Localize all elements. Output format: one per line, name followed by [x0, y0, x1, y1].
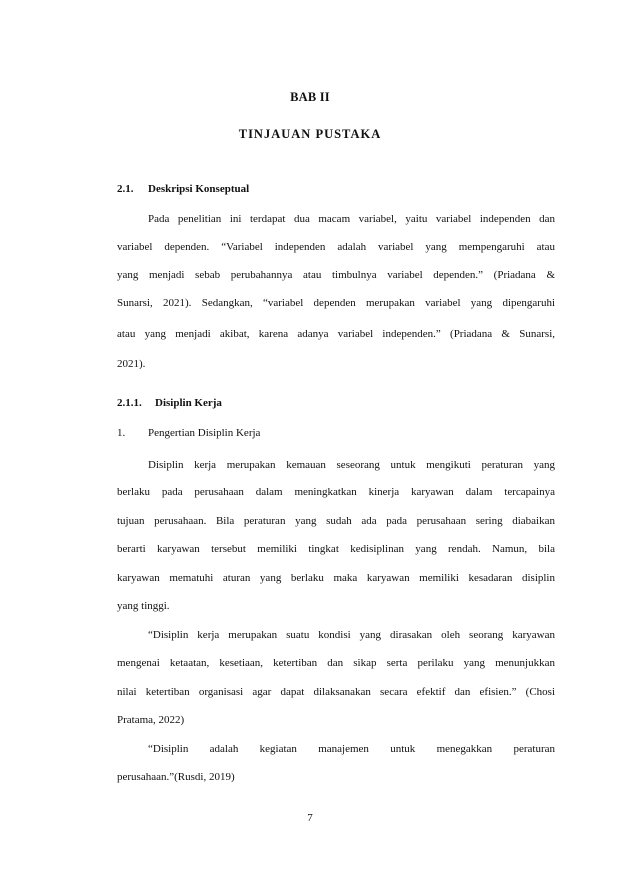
section-heading-2-1-1: [117, 397, 222, 409]
paragraph-line: variabel dependen. “Variabel independen adalah variabel yang mempengaruhi atau: [117, 241, 555, 253]
section-title: Deskripsi Konseptual: [148, 183, 250, 195]
paragraph-line: perusahaan.”(Rusdi, 2019): [117, 771, 235, 783]
paragraph-line: Sunarsi, 2021). Sedangkan, “variabel dependen merupakan variabel yang dipengaruhi: [117, 297, 555, 309]
section-number: 2.1.: [117, 183, 134, 195]
paragraph-line: tujuan perusahaan. Bila peraturan yang sudah ada pada perusahaan sering diabaikan: [117, 515, 555, 527]
paragraph-line: atau yang menjadi akibat, karena adanya variabel independen.” (Priadana & Sunarsi,: [117, 328, 555, 340]
paragraph-line: yang menjadi sebab perubahannya atau timbulnya variabel dependen.” (Priadana &: [117, 269, 555, 281]
paragraph-line: 2021).: [117, 358, 146, 370]
paragraph-line: nilai ketertiban organisasi agar dapat dilaksanakan secara efektif dan efisien.” (Chosi: [117, 686, 555, 698]
paragraph-line: karyawan mematuhi aturan yang berlaku maka karyawan memiliki kesadaran disiplin: [117, 572, 555, 584]
paragraph-line: “Disiplin adalah kegiatan manajemen untuk menegakkan peraturan: [148, 743, 555, 755]
paragraph-line: mengenai ketaatan, kesetiaan, ketertiban dan sikap serta perilaku yang menunjukkan: [117, 657, 555, 669]
paragraph-line: Pada penelitian ini terdapat dua macam variabel, yaitu variabel independen dan: [148, 213, 555, 225]
section-heading-2-1: [117, 183, 249, 195]
list-item-text: Pengertian Disiplin Kerja: [148, 427, 261, 439]
paragraph-line: berlaku pada perusahaan dalam meningkatkan kinerja karyawan dalam tercapainya: [117, 486, 555, 498]
list-item-number: 1.: [117, 427, 126, 439]
section-title: Disiplin Kerja: [155, 397, 222, 409]
page-number: 7: [307, 812, 313, 824]
section-number: 2.1.1.: [117, 397, 142, 409]
chapter-label: BAB II: [290, 90, 330, 104]
paragraph-line: “Disiplin kerja merupakan suatu kondisi yang dirasakan oleh seorang karyawan: [148, 629, 555, 641]
paragraph-line: berarti karyawan tersebut memiliki tingkat kedisiplinan yang rendah. Namun, bila: [117, 543, 555, 555]
chapter-title: TINJAUAN PUSTAKA: [238, 127, 382, 141]
paragraph-line: Pratama, 2022): [117, 714, 185, 726]
paragraph-line: yang tinggi.: [117, 600, 170, 612]
paragraph-line: Disiplin kerja merupakan kemauan seseorang untuk mengikuti peraturan yang: [148, 459, 555, 471]
